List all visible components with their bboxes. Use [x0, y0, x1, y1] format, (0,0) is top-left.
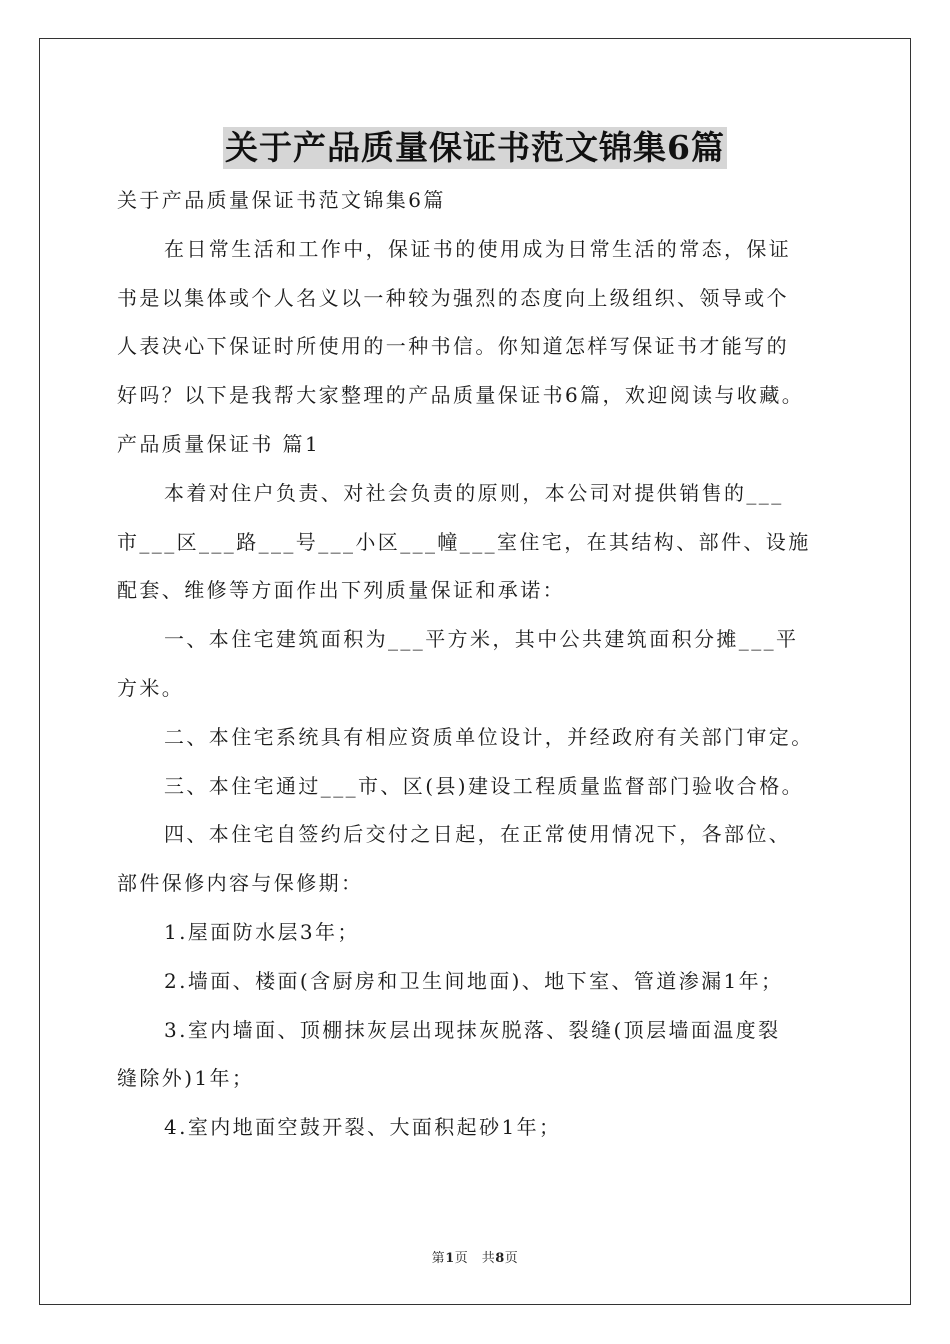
text-line: 配套、维修等方面作出下列质量保证和承诺：: [117, 578, 565, 603]
footer-suffix: 页: [504, 1251, 519, 1266]
text-line: 四、本住宅自签约后交付之日起，在正常使用情况下，各部位、: [164, 822, 792, 847]
text-line: 3.室内墙面、顶棚抹灰层出现抹灰脱落、裂缝(顶层墙面温度裂: [164, 1017, 781, 1042]
text-line: 关于产品质量保证书范文锦集6篇: [117, 188, 446, 212]
text-line: 本着对住户负责、对社会负责的原则，本公司对提供销售的___: [164, 480, 784, 505]
footer-total-pages: 8: [495, 1251, 505, 1266]
text-line: 4.室内地面空鼓开裂、大面积起砂1年；: [164, 1115, 562, 1140]
text-line: 书是以集体或个人名义以一种较为强烈的态度向上级组织、领导或个: [117, 285, 789, 310]
text-line: 部件保修内容与保修期：: [117, 871, 364, 896]
text-line: 人表决心下保证时所使用的一种书信。你知道怎样写保证书才能写的: [117, 334, 789, 359]
document-title: 关于产品质量保证书范文锦集6篇: [225, 128, 725, 167]
text-line: 一、本住宅建筑面积为___平方米，其中公共建筑面积分摊___平: [164, 627, 799, 652]
text-line: 缝除外)1年；: [117, 1066, 255, 1091]
text-line: 二、本住宅系统具有相应资质单位设计，并经政府有关部门审定。: [164, 724, 814, 749]
text-line: 1.屋面防水层3年；: [164, 919, 360, 944]
text-line: 方米。: [117, 675, 185, 700]
text-line: 市___区___路___号___小区___幢___室住宅，在其结构、部件、设施: [117, 529, 811, 554]
title-container: [0, 127, 950, 169]
text-line: 产品质量保证书 篇1: [117, 431, 321, 456]
document-body: [117, 180, 837, 1156]
text-line: 2.墙面、楼面(含厨房和卫生间地面)、地下室、管道渗漏1年；: [164, 968, 784, 993]
text-line: 好吗？以下是我帮大家整理的产品质量保证书6篇，欢迎阅读与收藏。: [117, 383, 805, 408]
text-line: 在日常生活和工作中，保证书的使用成为日常生活的常态，保证: [164, 236, 792, 261]
footer-prefix: 第: [431, 1251, 446, 1266]
footer-mid: 页 共: [454, 1251, 496, 1266]
text-line: 三、本住宅通过___市、区(县)建设工程质量监督部门验收合格。: [164, 773, 805, 798]
page-footer: [0, 1247, 950, 1266]
footer-current-page: 1: [445, 1251, 455, 1266]
